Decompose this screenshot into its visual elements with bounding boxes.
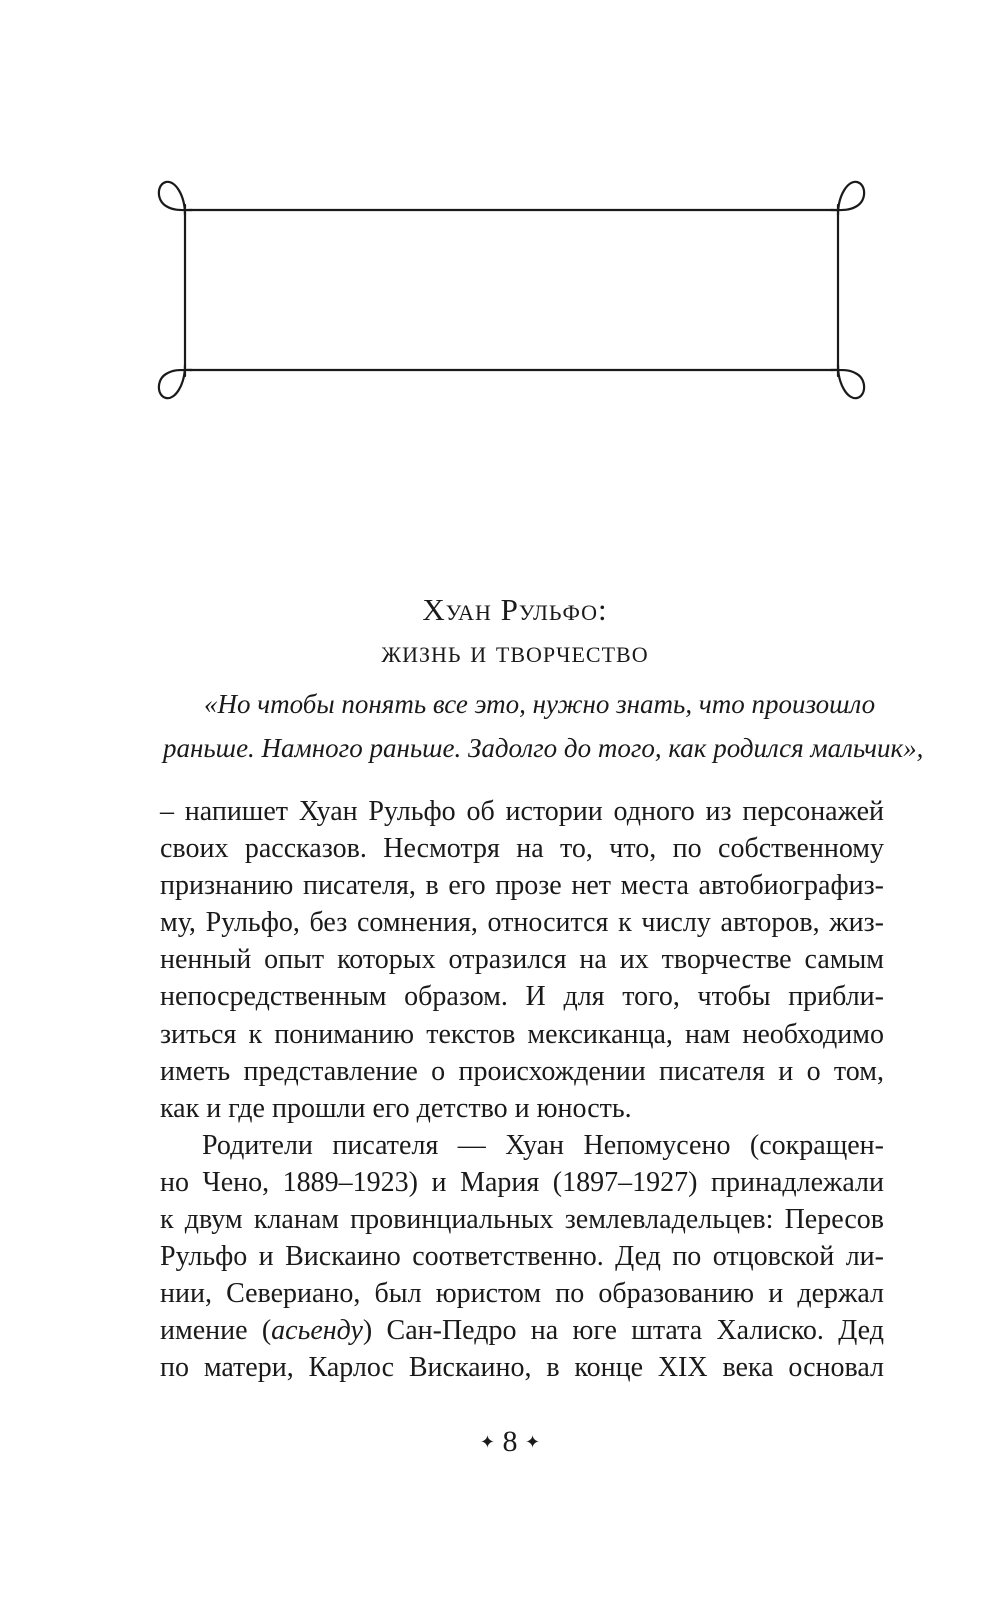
text-segment: имение ( (160, 1315, 272, 1347)
frame-curl-top-right (831, 182, 864, 215)
paragraph-2 (160, 1127, 884, 1387)
star-ornament-icon: ✦ (525, 1432, 541, 1452)
text-line: иметь представление о происхождении писателя и о том, (160, 1055, 884, 1087)
text-line: зиться к пониманию текстов мексиканца, нам необходимо (160, 1018, 884, 1050)
text-line: признанию писателя, в его прозе нет места автобиографиз- (160, 870, 884, 902)
text-line: Рульфо и Вискаино соответственно. Дед по отцовской ли- (160, 1241, 884, 1273)
text-line: по матери, Карлос Вискаино, в конце XIX века основал (160, 1352, 884, 1384)
text-line: – напишет Хуан Рульфо об истории одного из персонажей (160, 796, 884, 827)
paragraph-1 (160, 793, 884, 1127)
decorative-frame-ornament (150, 170, 875, 420)
body-text (160, 793, 884, 1387)
epigraph-line: раньше. Намного раньше. Задолго до того, как родился мальчик», (163, 733, 924, 763)
text-line: нии, Севериано, был юристом по образованию и держал (160, 1278, 884, 1310)
page-number: 8 (502, 1425, 518, 1458)
chapter-subtitle: жизнь и творчество (381, 634, 649, 669)
star-ornament-icon: ✦ (479, 1432, 495, 1452)
frame-curl-bottom-left (159, 365, 192, 398)
text-line (160, 1312, 884, 1349)
emphasized-word: асьенду (271, 1315, 363, 1347)
text-line: непосредственным образом. И для того, чтобы прибли- (160, 981, 884, 1013)
frame-curl-top-left (159, 182, 192, 215)
text-line: ненный опыт которых отразился на их творчестве самым (160, 944, 884, 976)
chapter-title: Хуан Рульфо: (422, 592, 608, 627)
epigraph-line: «Но чтобы понять все это, нужно знать, что произошло (204, 689, 876, 719)
page-number-footer (440, 1422, 580, 1462)
text-line: своих рассказов. Несмотря на то, что, по собственному (160, 833, 884, 865)
text-line: как и где прошли его детство и юность. (160, 1092, 632, 1124)
text-line: му, Рульфо, без сомнения, относится к числу авторов, жиз- (160, 907, 884, 939)
text-line: к двум кланам провинциальных землевладельцев: Пересов (160, 1204, 884, 1236)
text-line: но Чено, 1889–1923) и Мария (1897–1927) принадлежали (160, 1166, 884, 1198)
epigraph (163, 682, 924, 770)
text-segment: ) Сан-Педро на юге штата Халиско. Дед (362, 1315, 884, 1347)
text-line: Родители писателя — Хуан Непомусено (сокращен- (202, 1129, 884, 1161)
frame-curl-bottom-right (831, 365, 864, 398)
